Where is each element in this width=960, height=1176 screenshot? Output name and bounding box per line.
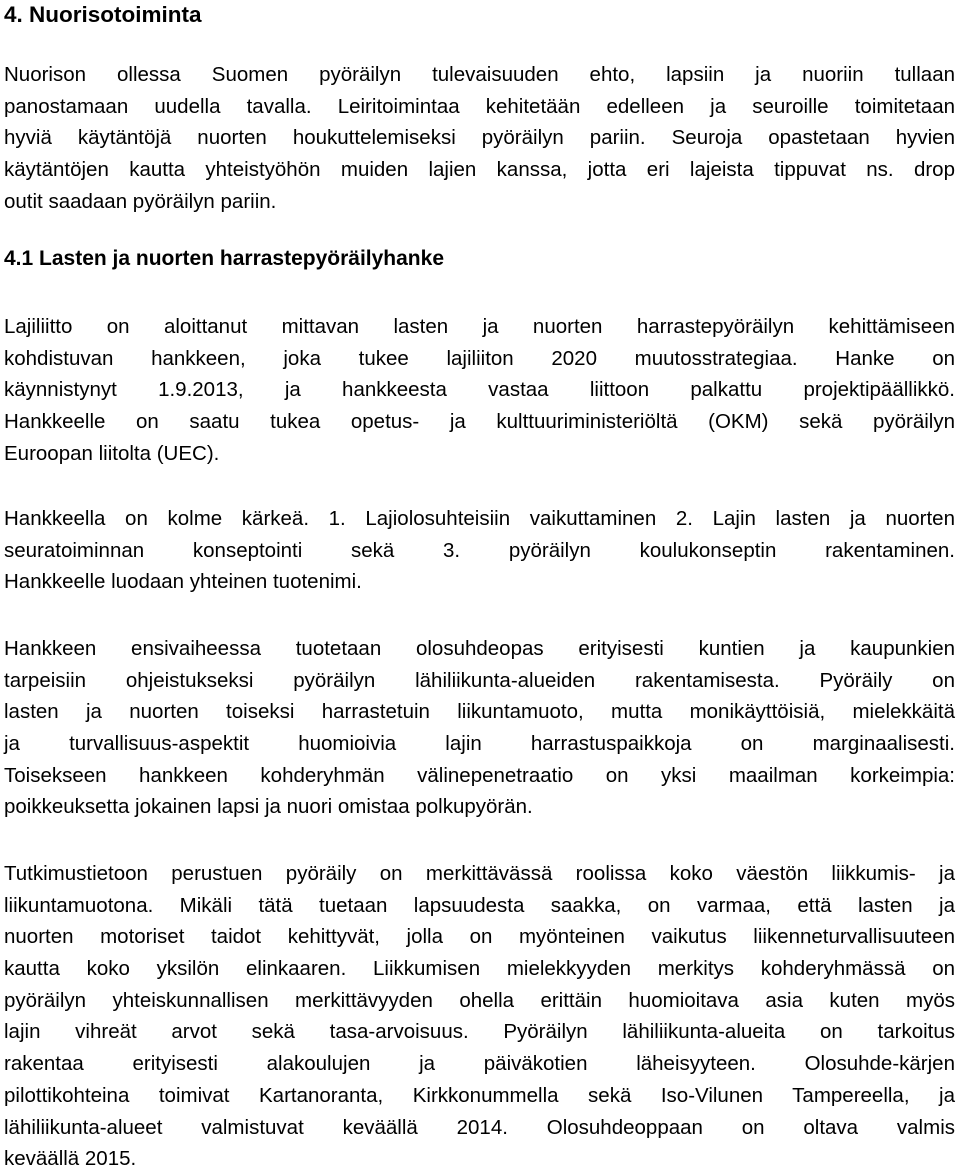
text-line: tarpeisiin ohjeistukseksi pyöräilyn lähiliikunta-alueiden rakentamisesta. Pyöräily on — [4, 668, 955, 692]
text-line: Lajiliitto on aloittanut mittavan lasten ja nuorten harrastepyöräilyn kehittämiseen — [4, 315, 955, 338]
text-line: outit saadaan pyöräilyn pariin. — [4, 189, 277, 213]
text-line: liikuntamuotona. Mikäli tätä tuetaan lapsuudesta saakka, on varmaa, että lasten ja — [4, 893, 955, 917]
text-line: poikkeuksetta jokainen lapsi ja nuori omistaa polkupyörän. — [4, 795, 533, 819]
text-line: rakentaa erityisesti alakoulujen ja päiväkotien läheisyyteen. Olosuhde-kärjen — [4, 1052, 955, 1076]
text-line: lähiliikunta-alueet valmistuvat keväällä 2014. Olosuhdeoppaan on oltava valmis — [4, 1115, 955, 1139]
text-line: keväällä 2015. — [4, 1147, 137, 1171]
text-line: pilottikohteina toimivat Kartanoranta, Kirkkonummella sekä Iso-Vilunen Tampereella, ja — [4, 1083, 955, 1107]
text-line: Euroopan liitolta (UEC). — [4, 441, 220, 465]
intro-paragraph — [4, 59, 955, 217]
paragraph-facilities — [4, 633, 955, 823]
text-line: Toisekseen hankkeen kohderyhmän välinepenetraatio on yksi maailman korkeimpia: — [4, 763, 955, 787]
text-line: seuratoiminnan konseptointi sekä 3. pyöräilyn koulukonseptin rakentaminen. — [4, 538, 955, 562]
text-line: lajin vihreät arvot sekä tasa-arvoisuus. Pyöräilyn lähiliikunta-alueita on tarkoitus — [4, 1020, 955, 1044]
subsection-heading: 4.1 Lasten ja nuorten harrastepyöräilyhanke — [4, 247, 444, 270]
text-line: käynnistynyt 1.9.2013, ja hankkeesta vastaa liittoon palkattu projektipäällikkö. — [4, 378, 955, 402]
text-line: Nuorison ollessa Suomen pyöräilyn tulevaisuuden ehto, lapsiin ja nuoriin tullaan — [4, 63, 955, 86]
paragraph-spearheads — [4, 503, 955, 598]
text-line: hyviä käytäntöjä nuorten houkuttelemiseksi pyöräilyn pariin. Seuroja opastetaan hyvien — [4, 126, 955, 150]
text-line: pyöräilyn yhteiskunnallisen merkittävyyden ohella erittäin huomioitava asia kuten myös — [4, 988, 955, 1012]
section-heading: 4. Nuorisotoiminta — [4, 2, 202, 27]
text-line: Hankkeelle luodaan yhteinen tuotenimi. — [4, 570, 362, 594]
text-line: Hankkeen ensivaiheessa tuotetaan olosuhdeopas erityisesti kuntien ja kaupunkien — [4, 637, 955, 660]
text-line: lasten ja nuorten toiseksi harrastetuin liikuntamuoto, mutta monikäyttöisiä, mielekkäitä — [4, 700, 955, 724]
text-line: kohdistuvan hankkeen, joka tukee lajiliiton 2020 muutosstrategiaa. Hanke on — [4, 346, 955, 370]
text-line: Tutkimustietoon perustuen pyöräily on merkittävässä roolissa koko väestön liikkumis- ja — [4, 862, 955, 885]
text-line: nuorten motoriset taidot kehittyvät, jolla on myönteinen vaikutus liikenneturvallisuuteen — [4, 925, 955, 949]
text-line: panostamaan uudella tavalla. Leiritoimintaa kehitetään edelleen ja seuroille toimitetaan — [4, 94, 955, 118]
text-line: Hankkeelle on saatu tukea opetus- ja kulttuuriministeriöltä (OKM) sekä pyöräilyn — [4, 410, 955, 434]
paragraph-project — [4, 311, 955, 469]
text-line: ja turvallisuus-aspektit huomioivia lajin harrastuspaikkoja on marginaalisesti. — [4, 732, 955, 756]
text-line: käytäntöjen kautta yhteistyöhön muiden lajien kanssa, jotta eri lajeista tippuvat ns. drop — [4, 158, 955, 182]
text-line: Hankkeella on kolme kärkeä. 1. Lajiolosuhteisiin vaikuttaminen 2. Lajin lasten ja nuorten — [4, 507, 955, 530]
paragraph-research — [4, 858, 955, 1175]
text-line: kautta koko yksilön elinkaaren. Liikkumisen mielekkyyden merkitys kohderyhmässä on — [4, 957, 955, 981]
